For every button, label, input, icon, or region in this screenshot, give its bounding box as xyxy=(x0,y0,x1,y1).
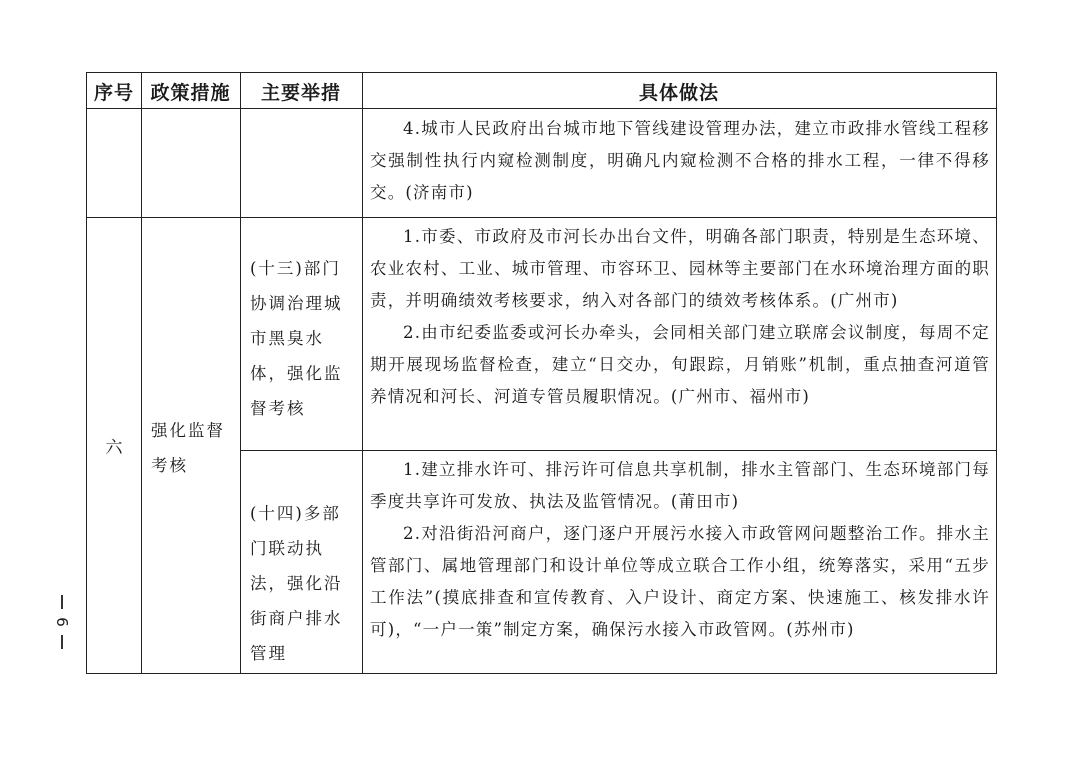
measure-item-14: (十四)多部门联动执法，强化沿街商户排水管理 xyxy=(250,504,343,663)
header-seq: 序号 xyxy=(93,81,134,104)
measure-item-13: (十三)部门协调治理城市黑臭水体，强化监督考核 xyxy=(250,259,343,418)
column-divider xyxy=(141,73,142,673)
header-measure: 主要举措 xyxy=(260,81,341,104)
practice-text: 4.城市人民政府出台城市地下管线建设管理办法，建立市政排水管线工程移交强制性执行内窥检测制度，明确凡内窥检测不合格的排水工程，一律不得移交。(济南市) xyxy=(370,119,990,202)
page-number xyxy=(48,592,76,652)
policy-table xyxy=(86,72,997,674)
column-divider xyxy=(240,73,241,673)
practice-text: 2.由市纪委监委或河长办牵头，会同相关部门建立联席会议制度，每周不定期开展现场监督检查，建立“日交办，旬跟踪，月销账”机制，重点抽查河道管养情况和河长、河道专管员履职情况。(广州市、福州市) xyxy=(370,323,990,406)
section-seq: 六 xyxy=(105,438,123,458)
header-policy: 政策措施 xyxy=(150,81,231,104)
practice-item-14 xyxy=(370,454,990,646)
practice-text: 1.市委、市政府及市河长办出台文件，明确各部门职责，特别是生态环境、农业农村、工业、城市管理、市容环卫、园林等主要部门在水环境治理方面的职责，并明确绩效考核要求，纳入对各部门的绩效考核体系。(广州市) xyxy=(370,227,990,310)
practice-text: 2.对沿街沿河商户，逐门逐户开展污水接入市政管网问题整治工作。排水主管部门、属地管理部门和设计单位等成立联合工作小组，统筹落实，采用“五步工作法”(摸底排查和宣传教育、入户设计、商定方案、快速施工、核发排水许可)，“一户一策”制定方案，确保污水接入市政管网。(苏州市) xyxy=(370,524,990,639)
column-divider xyxy=(362,73,363,673)
header-practice: 具体做法 xyxy=(638,81,719,104)
practice-item-13 xyxy=(370,221,990,413)
practice-text: 1.建立排水许可、排污许可信息共享机制，排水主管部门、生态环境部门每季度共享许可发放、执法及监管情况。(莆田市) xyxy=(370,460,990,511)
table-row-continued xyxy=(370,113,990,209)
page-number-value: 6 xyxy=(52,617,71,627)
row-divider xyxy=(240,450,996,451)
page-number-dash xyxy=(61,595,63,609)
row-divider xyxy=(87,217,996,218)
section-policy: 强化监督考核 xyxy=(151,421,225,475)
page-number-dash xyxy=(61,635,63,649)
